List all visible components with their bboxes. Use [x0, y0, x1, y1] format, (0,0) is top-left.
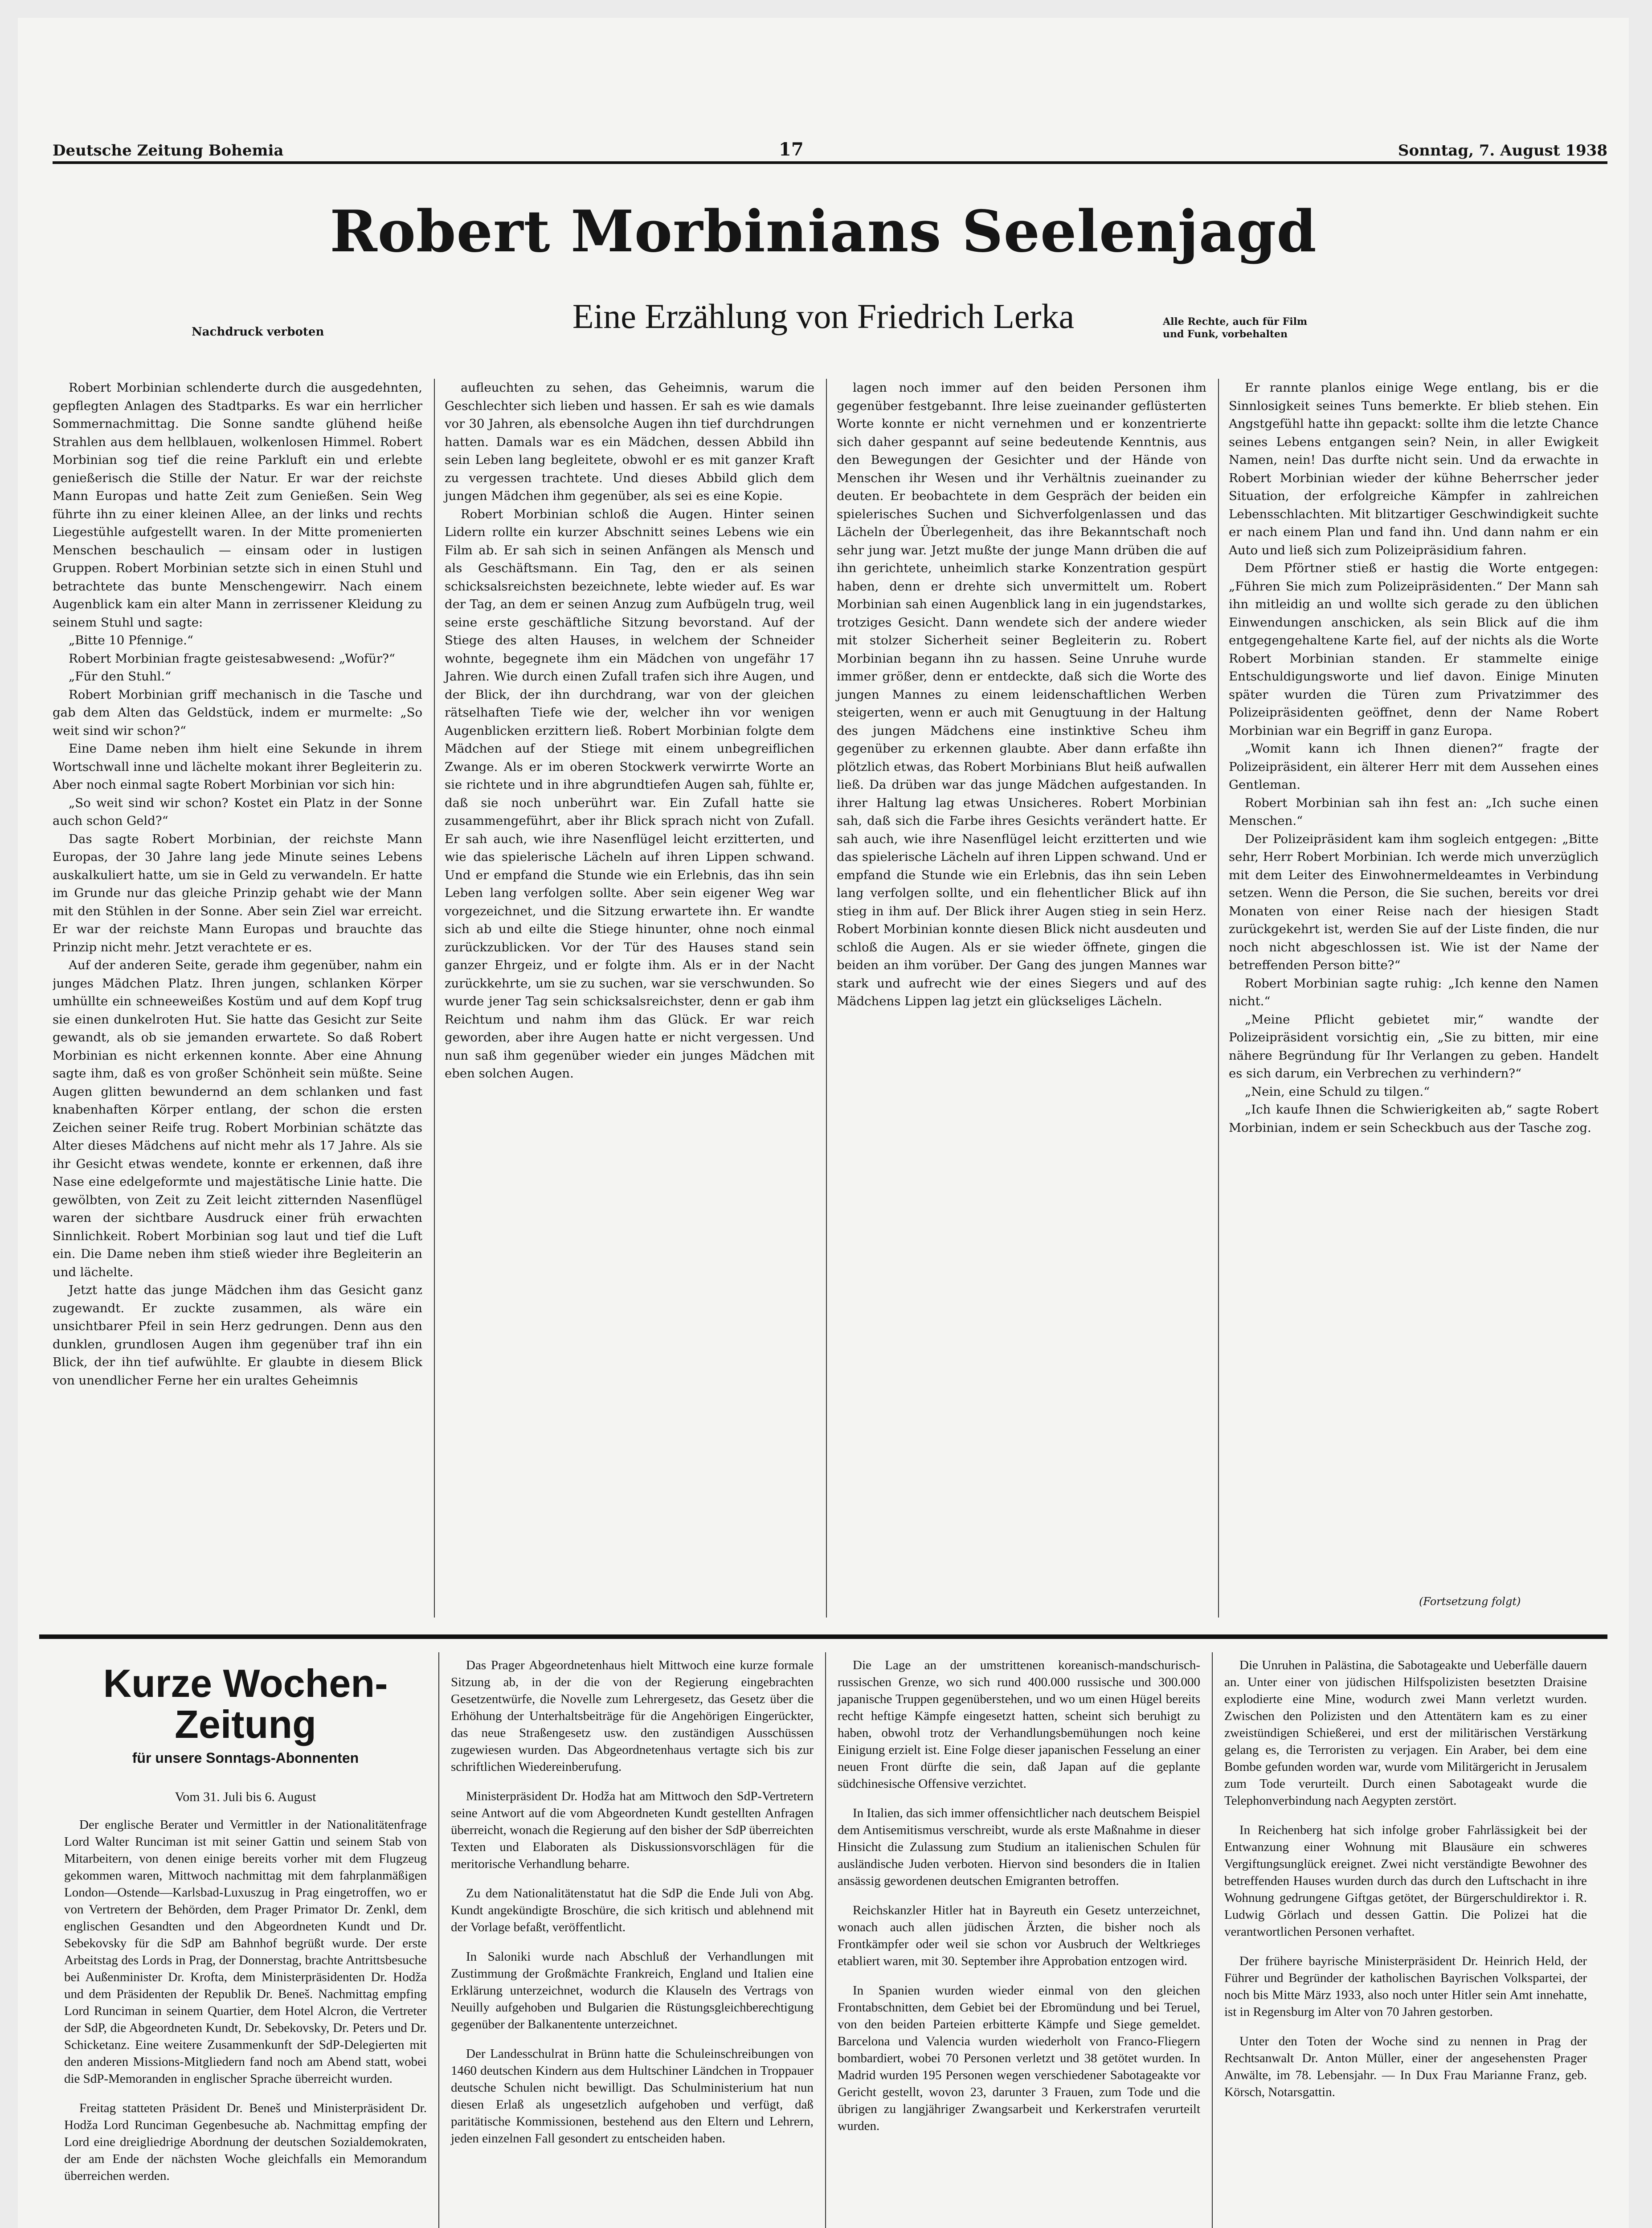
story-column: [826, 379, 1206, 1618]
news-item: Der englische Berater und Vermittler in der Nationalitätenfrage Lord Walter Runciman ist mit seiner Gattin und seinem Stab von Mitarbeitern, von denen einige bereits vorher mit dem Flugzeug gekommen waren, Mittwoch nachmittag mit dem fahrplanmäßigen London—Ostende—Karlsbad-Luxuszug in Prag eingetroffen, wo er von Vertretern der Behörden, dem Prager Primator Dr. Zenkl, dem englischen Gesandten und den Abgeordneten Kundt und Dr. Sebekovsky für die SdP am Bahnhof begrüßt wurde. Der erste Arbeitstag des Lords in Prag, der Donnerstag, brachte Antrittsbesuche bei Außenminister Dr. Krofta, dem Ministerpräsidenten Dr. Hodža und dem Präsidenten der Republik Dr. Beneš. Nachmittag empfing Lord Runciman in seinem Quartier, dem Hotel Alcron, die Vertreter der SdP, die Abgeordneten Kundt, Dr. Sebekovsky, Dr. Peters und Dr. Schicketanz. Eine weitere Zusammenkunft der SdP-Delegierten mit den anderen Missions-Mitgliedern fand noch am Abend statt, wobei die SdP-Memoranden in englischer Sprache überreicht wurden.: [64, 1818, 427, 2086]
section-divider: [39, 1634, 1607, 1639]
paragraph: lagen noch immer auf den beiden Personen ihm gegenüber festgebannt. Ihre leise zueinander geflüsterten Worte konnte er nicht vernehmen und er konzentrierte sich daher gespannt auf seine bedeutende Kenntnis, aus den Bewegungen der Gesichter und der Hände von Menschen ihr Wesen und ihr Verhältnis zueinander zu deuten. Er beobachtete in dem Gespräch der beiden ein spielerisches Suchen und Sichverfolgenlassen und das Lächeln der Überlegenheit, das ihre Bekanntschaft noch sehr jung war. Jetzt mußte der junge Mann drüben die auf ihn gerichtete, unheimlich starke Konzentration gespürt haben, denn er drehte sich unvermittelt um. Robert Morbinian sah einen Augenblick lang in ein jugendstarkes, trotziges Gesicht. Dann wendete sich der andere wieder mit stolzer Sicherheit seiner Begleiterin zu. Robert Morbinian begann ihn zu hassen. Seine Unruhe wurde immer größer, denn er entdeckte, daß sich die Worte des jungen Mannes zu einem leidenschaftlichen Werben steigerten, wenn er auch mit Genugtuung in der Haltung des jungen Mädchens eine instinktive Scheu ihm gegenüber zu erkennen glaubte. Aber dann erfaßte ihn plötzlich etwas, das Robert Morbinians Blut heiß aufwallen ließ. Da drüben war das junge Mädchen aufgestanden. In ihrer Haltung lag etwas Unsicheres. Robert Morbinian sah, daß sich die Farbe ihres Gesichts verändert hatte. Er sah auch, wie ihre Nasenflügel leicht erzitterten und wie das spielerische Lächeln auf ihren Lippen schwand. Und er empfand die Stunde wie ein Erlebnis, das ihn sein Leben lang verfolgen sollte, und ein flehentlicher Blick auf ihn stieg in ihm auf. Der Blick ihrer Augen stieg in sein Herz. Robert Morbinian konnte diesen Blick nicht ausdeuten und schloß die Augen. Als er sie wieder öffnete, gingen die beiden an ihm vorüber. Der Gang des jungen Mannes war stark und aufrecht wie der eines Siegers und auf des Mädchens Lippen lag jetzt ein glückseliges Lächeln.: [837, 381, 1206, 1008]
paragraph: „Für den Stuhl.“: [69, 669, 172, 684]
news-item: In Reichenberg hat sich infolge grober Fahrlässigkeit bei der Entwanzung einer Wohnung mit Blausäure ein schweres Vergiftungsunglück ereignet. Zwei nicht verständigte Bewohner des betreffenden Hauses wurden durch das durch den Luftschacht in ihre Wohnung gedrungene Giftgas getötet, der Bürgerschuldirektor i. R. Ludwig Görlach und dessen Gattin. Die Polizei hat die verantwortlichen Personen verhaftet.: [1224, 1823, 1587, 1939]
news-item: Der Landesschulrat in Brünn hatte die Schuleinschreibungen von 1460 deutschen Kindern aus dem Hultschiner Ländchen in Troppauer deutsche Schulen nicht bewilligt. Das Schulministerium hat nun diesen Erlaß als ungesetzlich aufgehoben und verfügt, daß paritätische Kommissionen, bestehend aus den Eltern und Lehrern, jeden einzelnen Fall gesondert zu entscheiden haben.: [451, 2047, 814, 2146]
page-header: [53, 139, 1607, 164]
news-item: Zu dem Nationalitätenstatut hat die SdP die Ende Juli von Abg. Kundt angekündigte Broschüre, die sich kritisch und ablehnend mit der Vorlage befaßt, veröffentlicht.: [451, 1886, 814, 1934]
story-title: Robert Morbinians Seelenjagd: [330, 198, 1317, 265]
news-item: Die Unruhen in Palästina, die Sabotageakte und Ueberfälle dauern an. Unter einer von jüdischen Hilfspolizisten besetzten Draisine explodierte eine Mine, wodurch zwei Mann verletzt wurden. Zwischen den Polizisten und den Attentätern kam es zu einer zweistündigen Schießerei, und erst der militärischen Verstärkung gelang es, die Terroristen zu verjagen. Ein Araber, bei dem eine Bombe gefunden worden war, wurde vom Militärgericht in Jerusalem zum Tode verurteilt. Durch einen Sabotageakt wurde die Telephonverbindung nach Aegypten zerstört.: [1224, 1658, 1587, 1808]
news-column: [438, 1652, 825, 2228]
news-column: [1212, 1652, 1599, 2228]
news-column: [53, 1652, 438, 2228]
news-item: Freitag statteten Präsident Dr. Beneš und Ministerpräsident Dr. Hodža Lord Runciman Gegenbesuche ab. Nachmittag empfing der Lord eine dreigliedrige Abordnung der deutschen Sozialdemokraten, der am Ende der nächsten Woche gleichfalls ein Memorandum überreichen werden.: [64, 2101, 427, 2183]
newspaper-page: [18, 18, 1629, 2228]
news-column: [825, 1652, 1212, 2228]
rights-notice: Alle Rechte, auch für Film und Funk, vorbehalten: [1163, 316, 1308, 340]
news-title: Kurze Wochen-Zeitung: [103, 1661, 388, 1746]
news-item: In Spanien wurden wieder einmal von den gleichen Frontabschnitten, dem Gebiet bei der Ebromündung und bei Teruel, von den beiden Parteien erbitterte Kämpfe und Siege gemeldet. Barcelona und Valencia wurden wiederholt von Franco-Fliegern bombardiert, wobei 70 Personen verletzt und 38 getötet wurden. In Madrid wurden 195 Personen wegen verschiedener Sabotageakte vor Gericht gestellt, wovon 23, darunter 3 Frauen, zum Tode und die übrigen zu langjähriger Zwangsarbeit und Kerkerstrafen verurteilt wurden.: [838, 1983, 1200, 2133]
paragraph: Robert Morbinian fragte geistesabwesend: „Wofür?“: [69, 651, 395, 666]
paragraph: „Bitte 10 Pfennige.“: [69, 633, 193, 647]
paragraph: Jetzt hatte das junge Mädchen ihm das Gesicht ganz zugewandt. Er zuckte zusammen, als wäre ein unsichtbarer Pfeil in sein Herz gedrungen. Denn aus den dunklen, grundlosen Augen ihm gegenüber traf ihn ein Blick, der ihn tief aufwühlte. Er glaubte in diesem Blick von unendlicher Ferne her ein uraltes Geheimnis: [53, 1283, 422, 1388]
paragraph: Robert Morbinian griff mechanisch in die Tasche und gab dem Alten das Geldstück, indem er murmelte: „So weit sind wir schon?“: [53, 687, 422, 738]
story-subtitle: Eine Erzählung von Friedrich Lerka: [572, 297, 1075, 336]
story-body: [53, 379, 1599, 1618]
issue-date: Sonntag, 7. August 1938: [1398, 142, 1607, 160]
paragraph: Robert Morbinian sagte ruhig: „Ich kenne den Namen nicht.“: [1229, 976, 1599, 1008]
paragraph: Eine Dame neben ihm hielt eine Sekunde in ihrem Wortschwall inne und lächelte mokant ihrer Begleiterin zu. Aber noch einmal sagte Robert Morbinian vor sich hin:: [53, 741, 422, 792]
paragraph: „So weit sind wir schon? Kostet ein Platz in der Sonne auch schon Geld?“: [53, 795, 422, 828]
newspaper-name: Deutsche Zeitung Bohemia: [53, 142, 284, 160]
paragraph: Dem Pförtner stieß er hastig die Worte entgegen: „Führen Sie mich zum Polizeipräsidenten.“ Der Mann sah ihn mitleidig an und wollte sich gerade zu den üblichen Einwendungen anschicken, als sein Blick auf die ihm entgegengehaltene Karte fiel, auf der nichts als die Worte Robert Morbinian standen. Er stammelte einige Entschuldigungsworte und lief davon. Einige Minuten später wurden die Türen zum Privatzimmer des Polizeipräsidenten geöffnet, denn der Name Robert Morbinian war ein Begriff in ganz Europa.: [1229, 561, 1599, 738]
news-item: In Italien, das sich immer offensichtlicher nach deutschem Beispiel dem Antisemitismus verschreibt, wurde als erste Maßnahme in dieser Hinsicht die Zulassung zum Studium an italienischen Schulen für ausländische Juden verboten. Hiervon sind besonders die in Italien ansässig gewordenen deutschen Emigranten betroffen.: [838, 1806, 1200, 1888]
paragraph: Er rannte planlos einige Wege entlang, bis er die Sinnlosigkeit seines Tuns bemerkte. Er blieb stehen. Ein Angstgefühl hatte ihn gepackt: sollte ihm die letzte Chance seines Lebens entgangen sein? Nein, in aller Ewigkeit Namen, nein! Das durfte nicht sein. Und da erwachte in Robert Morbinian wieder der kühne Beherrscher jeder Situation, der erfolgreiche Kämpfer in zahlreichen Lebensschlachten. Mit blitzartiger Geschwindigkeit suchte er nach einem Plan und fand ihn. Und dann nahm er ein Auto und ließ sich zum Polizeipräsidium fahren.: [1229, 381, 1599, 557]
paragraph: Das sagte Robert Morbinian, der reichste Mann Europas, der 30 Jahre lang jede Minute seines Lebens auskalkuliert hatte, um sie in Geld zu verwandeln. Er hatte im Grunde nur das gleiche Prinzip gehabt wie der Mann mit den Stühlen in der Sonne. Aber sein Ziel war erreicht. Er war der reichste Mann Europas und brauchte das Prinzip nicht mehr. Jetzt verachtete er es.: [53, 831, 422, 954]
paragraph: Robert Morbinian schlenderte durch die ausgedehnten, gepflegten Anlagen des Stadtparks. Es war ein herrlicher Sommernachmittag. Die Sonne sandte glühend heiße Strahlen aus dem hellblauen, wolkenlosen Himmel. Robert Morbinian sog tief die reine Parkluft ein und erlebte genießerisch die Stille der Natur. Er war der reichste Mann Europas und hatte Zeit zum Genießen. Sein Weg führte ihn zu einer kleinen Allee, an der links und rechts Liegestühle aufgestellt waren. In der Mitte promenierten Menschen beschaulich — einsam oder in lustigen Gruppen. Robert Morbinian setzte sich in einen Stuhl und betrachtete das bunte Menschengewirr. Nach einem Augenblick kam ein alter Mann in zerrissener Kleidung zu seinem Stuhl und sagte:: [53, 381, 422, 630]
paragraph: aufleuchten zu sehen, das Geheimnis, warum die Geschlechter sich lieben und hassen. Er sah es wie damals vor 30 Jahren, als ebensolche Augen ihn tief durchdrungen hatten. Damals war es ein Mädchen, dessen Abbild ihn sein Leben lang begleitete, obwohl er es mit ganzer Kraft zu vergessen trachtete. Und dieses Abbild glich dem jungen Mädchen ihm gegenüber, als sei es eine Kopie.: [445, 381, 814, 503]
paragraph: Robert Morbinian schloß die Augen. Hinter seinen Lidern rollte ein kurzer Abschnitt seines Lebens wie ein Film ab. Er sah sich in seinen Anfängen als Mensch und als Geschäftsmann. Ein Tag, den er als seinen schicksalsreichsten bezeichnete, lebte wieder auf. Es war der Tag, an dem er seinen Anzug zum Aufbügeln trug, weil seine erste geschäftliche Sitzung bevorstand. Auf der Stiege des alten Hauses, in welchem der Schneider wohnte, begegnete ihm ein Mädchen von ungefähr 17 Jahren. Wie durch einen Zufall trafen sich ihre Augen, und der Blick, der ihn durchdrang, war von der gleichen rätselhaften Tiefe wie der, welcher ihn vor wenigen Augenblicken erzittern ließ. Robert Morbinian folgte dem Mädchen auf der Stiege mit einem unbegreiflichen Zwange. Als er im oberen Stockwerk verwirrte Worte an sie richtete und in ihre abgrundtiefen Augen sah, fühlte er, daß sie noch unberührt war. Ein Zufall hatte sie zusammengeführt, aber ihr Blick sprach nicht von Zufall. Er sah auch, wie ihre Nasenflügel leicht erzitterten, und wie das spielerische Lächeln auf ihren Lippen schwand. Und er empfand die Stunde wie ein Erlebnis, das ihn sein Leben lang verfolgen sollte. Aber sein eigener Weg war vorgezeichnet, und die Sitzung erwartete ihn. Er wandte sich ab und eilte die Stiege hinunter, ohne noch einmal zurückzublicken. Vor der Tür des Hauses stand sein ganzer Ehrgeiz, und er folgte ihm. Als er in der Nacht zurückkehrte, um sie zu suchen, war sie verschwunden. So wurde jener Tag sein schicksalsreichster, denn er gab ihm Reichtum und nahm ihm das Glück. Er war reich geworden, aber ihre Augen hatte er nicht vergessen. Und nun saß ihm gegenüber wieder ein junges Mädchen mit eben solchen Augen.: [445, 507, 814, 1081]
to-be-continued: (Fortsetzung folgt): [1419, 1595, 1521, 1608]
news-item: Reichskanzler Hitler hat in Bayreuth ein Gesetz unterzeichnet, wonach auch allen jüdischen Ärzten, die bisher noch als Frontkämpfer oder weil sie schon vor Ausbruch der Weltkrieges etabliert waren, mit 30. September ihre Approbation entzogen wird.: [838, 1903, 1200, 1968]
news-item: Das Prager Abgeordnetenhaus hielt Mittwoch eine kurze formale Sitzung ab, in der die von der Regierung eingebrachten Gesetzentwürfe, die Novelle zum Lehrergesetz, das Gesetz über die Erhöhung der Unterhaltsbeiträge für die Angehörigen Eingerückter, das neue Straßengesetz usw. den zuständigen Ausschüssen zugewiesen wurden. Das Abgeordnetenhaus vertagte sich bis zur schriftlichen Wiedereinberufung.: [451, 1658, 814, 1774]
news-item: In Saloniki wurde nach Abschluß der Verhandlungen mit Zustimmung der Großmächte Frankreich, England und Italien eine Erklärung unterzeichnet, wodurch die Klauseln des Vertrags von Neuilly aufgehoben und Bulgarien die Rüstungsgleichberechtigung gegenüber der Balkanentente unterzeichnet.: [451, 1950, 814, 2031]
news-item: Ministerpräsident Dr. Hodža hat am Mittwoch den SdP-Vertretern seine Antwort auf die vom Abgeordneten Kundt gestellten Anfragen überreicht, wonach die Regierung auf den bisher der SdP überreichten Texten und Elaboraten als Diskussionsvorschlägen für die meritorische Verhandlung beharre.: [451, 1789, 814, 1871]
news-item: Die Lage an der umstrittenen koreanisch-mandschurisch-russischen Grenze, wo sich rund 400.000 russische und 300.000 japanische Truppen gegenüberstehen, und wo um einen Hügel bereits recht heftige Kämpfe eingesetzt hatten, scheint sich beruhigt zu haben, obwohl trotz der Verhandlungsbemühungen noch keine Einigung erzielt ist. Eine Folge dieser japanischen Fesselung an einer neuen Front dürfte die sein, daß Japan auf die geplante südchinesische Offensive verzichtet.: [838, 1658, 1200, 1791]
news-item: Der frühere bayrische Ministerpräsident Dr. Heinrich Held, der Führer und Begründer der katholischen Bayrischen Volkspartei, der noch bis Mitte März 1933, also noch unter Hitler sein Amt innehatte, ist in Regensburg im Alter von 70 Jahren gestorben.: [1224, 1954, 1587, 2019]
news-subtitle: für unsere Sonntags-Abonnenten: [132, 1750, 359, 1766]
paragraph: Der Polizeipräsident kam ihm sogleich entgegen: „Bitte sehr, Herr Robert Morbinian. Ich werde mich unverzüglich mit dem Leiter des Einwohnermeldeamtes in Verbindung setzen. Wenn die Person, die Sie suchen, bereits vor drei Monaten von einer Reise nach der hiesigen Stadt zurückgekehrt ist, werden Sie auf der Liste finden, die nur noch nicht abgeschlossen ist. Wie ist der Name der betreffenden Person bitte?“: [1229, 831, 1599, 972]
paragraph: Robert Morbinian sah ihn fest an: „Ich suche einen Menschen.“: [1229, 795, 1599, 828]
news-dates: Vom 31. Juli bis 6. August: [175, 1790, 316, 1804]
news-item: Unter den Toten der Woche sind zu nennen in Prag der Rechtsanwalt Dr. Anton Müller, einer der angesehensten Prager Anwälte, im 78. Lebensjahr. — In Dux Frau Marianne Franz, geb. Körsch, Notarsgattin.: [1224, 2034, 1587, 2099]
paragraph: „Ich kaufe Ihnen die Schwierigkeiten ab,“ sagte Robert Morbinian, indem er sein Scheckbuch aus der Tasche zog.: [1229, 1102, 1599, 1135]
paragraph: „Nein, eine Schuld zu tilgen.“: [1245, 1084, 1430, 1099]
reprint-notice: Nachdruck verboten: [192, 325, 324, 339]
page-number: 17: [779, 139, 804, 160]
paragraph: „Meine Pflicht gebietet mir,“ wandte der Polizeipräsident vorsichtig ein, „Sie zu bitten, mir eine nähere Begründung für Ihr Verlangen zu geben. Handelt es sich darum, ein Verbrechen zu verhindern?“: [1229, 1012, 1599, 1081]
story-column: [1218, 379, 1599, 1618]
paragraph: „Womit kann ich Ihnen dienen?“ fragte der Polizeipräsident, ein älterer Herr mit dem Aussehen eines Gentleman.: [1229, 741, 1599, 792]
story-column: [53, 379, 422, 1618]
news-section: [53, 1652, 1599, 2228]
paragraph: Auf der anderen Seite, gerade ihm gegenüber, nahm ein junges Mädchen Platz. Ihren jungen, schlanken Körper umhüllte ein schneeweißes Kostüm und auf dem Kopf trug sie einen dunkelroten Hut. Sie hatte das Gesicht zur Seite gewandt, als ob sie jemanden erwartete. So daß Robert Morbinian es nicht erkennen konnte. Aber eine Ahnung sagte ihm, daß es von großer Schönheit sein müßte. Seine Augen glitten bewundernd an dem schlanken und fast knabenhaften Körper entlang, der schon die ersten Zeichen seiner Reife trug. Robert Morbinian schätzte das Alter dieses Mädchens auf nicht mehr als 17 Jahre. Als sie ihr Gesicht etwas wendete, konnte er erkennen, daß ihre Nase eine edelgeformte und majestätische Linie hatte. Die gewölbten, von Zeit zu Zeit leicht zitternden Nasenflügel waren der sichtbare Ausdruck einer früh erwachten Sinnlichkeit. Robert Morbinian sog laut und tief die Luft ein. Die Dame neben ihm stieß wieder ihre Begleiterin an und lächelte.: [53, 958, 422, 1279]
story-column: [434, 379, 814, 1618]
